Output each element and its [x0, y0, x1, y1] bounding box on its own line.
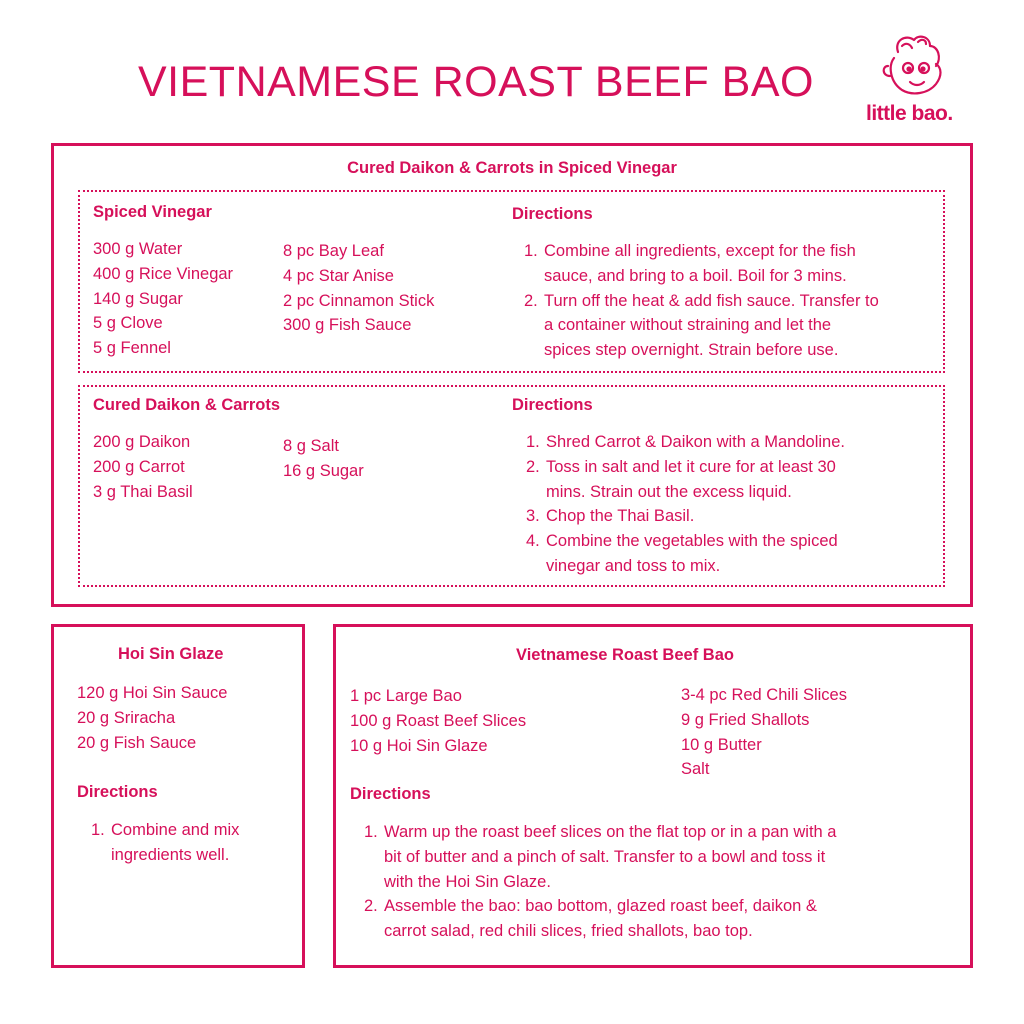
step-line: mins. Strain out the excess liquid.	[546, 482, 792, 501]
hoisin-ingredients	[77, 681, 227, 755]
ingredient-item: 20 g Fish Sauce	[77, 733, 197, 752]
page-title: VIETNAMESE ROAST BEEF BAO	[138, 58, 814, 106]
ingredient-item: 300 g Water	[93, 240, 183, 258]
step-line: bit of butter and a pinch of salt. Transfer to a bowl and toss it	[384, 847, 826, 866]
direction-step	[364, 820, 836, 894]
ingredient-item: Salt	[681, 760, 710, 779]
spiced-vinegar-directions-list	[524, 239, 879, 363]
ingredient-item: 5 g Clove	[93, 314, 163, 333]
ingredient-item: 300 g Fish Sauce	[283, 316, 412, 335]
step-number: 2.	[526, 457, 540, 476]
step-line: spices step overnight. Strain before use.	[544, 341, 839, 360]
direction-step	[524, 289, 879, 363]
step-line: Toss in salt and let it cure for at least 30	[546, 457, 836, 476]
step-line: Combine and mix	[111, 821, 240, 839]
ingredient-item: 10 g Hoi Sin Glaze	[350, 736, 488, 755]
step-number: 4.	[526, 532, 540, 551]
bao-directions-list	[364, 820, 836, 944]
bao-directions-heading: Directions	[350, 785, 431, 803]
ingredient-item: 1 pc Large Bao	[350, 687, 462, 705]
ingredient-item: 3-4 pc Red Chili Slices	[681, 686, 847, 704]
hoisin-heading: Hoi Sin Glaze	[118, 645, 224, 663]
cured-daikon-directions-heading: Directions	[512, 396, 593, 414]
bao-ingredients-col1	[350, 684, 526, 758]
step-line: Turn off the heat & add fish sauce. Transfer to	[544, 291, 879, 310]
step-line: ingredients well.	[111, 845, 230, 864]
step-line: Warm up the roast beef slices on the flat top or in a pan with a	[384, 823, 837, 841]
step-line: Combine the vegetables with the spiced	[546, 532, 838, 551]
cured-daikon-ingredients-col1	[93, 430, 193, 504]
spiced-vinegar-directions-heading: Directions	[512, 205, 593, 223]
direction-step	[91, 818, 239, 868]
ingredient-item: 100 g Roast Beef Slices	[350, 711, 527, 730]
spiced-vinegar-heading: Spiced Vinegar	[93, 203, 212, 221]
step-line: Shred Carrot & Daikon with a Mandoline.	[546, 433, 845, 451]
ingredient-item: 140 g Sugar	[93, 289, 183, 308]
hoisin-directions-list	[91, 818, 239, 868]
ingredient-item: 8 g Salt	[283, 437, 339, 455]
spiced-vinegar-ingredients-col1	[93, 237, 233, 361]
step-line: a container without straining and let the	[544, 316, 832, 335]
step-number: 1.	[364, 823, 378, 841]
step-line: Chop the Thai Basil.	[546, 507, 695, 526]
bao-heading: Vietnamese Roast Beef Bao	[516, 646, 734, 664]
step-number: 1.	[526, 433, 540, 451]
cured-daikon-ingredients-col2	[283, 434, 364, 484]
bao-ingredients-col2	[681, 683, 847, 782]
direction-step	[526, 504, 845, 529]
direction-step	[526, 529, 845, 579]
brand-logo	[858, 32, 974, 130]
ingredient-item: 4 pc Star Anise	[283, 266, 394, 285]
cured-daikon-directions-list	[526, 430, 845, 579]
step-line: carrot salad, red chili slices, fried shallots, bao top.	[384, 922, 753, 941]
step-number: 1.	[524, 242, 538, 260]
ingredient-item: 3 g Thai Basil	[93, 482, 193, 501]
ingredient-item: 16 g Sugar	[283, 461, 364, 480]
step-number: 1.	[91, 821, 105, 839]
ingredient-item: 200 g Daikon	[93, 433, 191, 451]
ingredient-item: 8 pc Bay Leaf	[283, 242, 384, 260]
step-number: 2.	[524, 291, 538, 310]
step-line: with the Hoi Sin Glaze.	[384, 872, 551, 891]
direction-step	[364, 894, 836, 944]
ingredient-item: 200 g Carrot	[93, 457, 185, 476]
step-line: Combine all ingredients, except for the fish	[544, 242, 856, 260]
step-number: 2.	[364, 897, 378, 916]
ingredient-item: 2 pc Cinnamon Stick	[283, 291, 435, 310]
step-number: 3.	[526, 507, 540, 526]
ingredient-item: 5 g Fennel	[93, 339, 171, 358]
hoisin-directions-heading: Directions	[77, 783, 158, 801]
ingredient-item: 400 g Rice Vinegar	[93, 264, 234, 283]
direction-step	[526, 430, 845, 455]
step-line: Assemble the bao: bao bottom, glazed roast beef, daikon &	[384, 897, 817, 916]
spiced-vinegar-ingredients-col2	[283, 239, 434, 338]
ingredient-item: 120 g Hoi Sin Sauce	[77, 684, 228, 702]
step-line: sauce, and bring to a boil. Boil for 3 mins.	[544, 266, 847, 285]
cured-section-heading: Cured Daikon & Carrots in Spiced Vinegar	[347, 159, 677, 177]
ingredient-item: 20 g Sriracha	[77, 708, 176, 727]
ingredient-item: 10 g Butter	[681, 735, 762, 754]
cured-daikon-heading: Cured Daikon & Carrots	[93, 396, 281, 414]
direction-step	[526, 455, 845, 505]
cartoon-boy-mascot-icon	[858, 32, 974, 102]
direction-step	[524, 239, 879, 289]
step-line: vinegar and toss to mix.	[546, 556, 721, 575]
ingredient-item: 9 g Fried Shallots	[681, 710, 810, 729]
brand-logo-text: little bao.	[866, 102, 953, 125]
